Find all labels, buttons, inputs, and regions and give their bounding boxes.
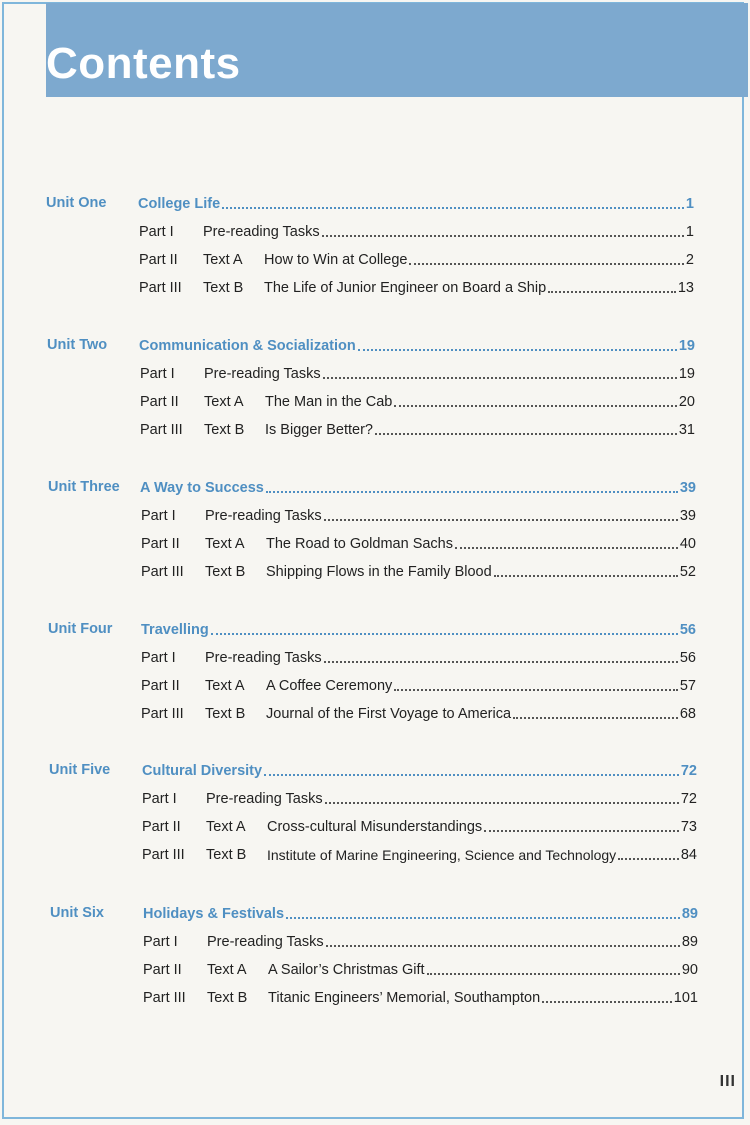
unit-heading-row[interactable] <box>46 193 694 213</box>
dot-leader <box>222 206 684 209</box>
text-label: Text B <box>205 706 246 722</box>
page-number: 52 <box>679 564 696 580</box>
unit-heading-row[interactable] <box>48 477 696 497</box>
unit-label: Unit One <box>46 195 107 211</box>
text-label: Text B <box>205 564 246 580</box>
unit-title: Holidays & Festivals <box>143 906 285 922</box>
part-label: Part I <box>142 791 177 807</box>
dot-leader <box>409 262 683 265</box>
dot-leader <box>427 972 680 975</box>
toc-entry[interactable] <box>141 561 696 581</box>
unit-six <box>0 903 750 1019</box>
unit-five <box>0 760 750 876</box>
toc-entry[interactable] <box>139 249 694 269</box>
dot-leader <box>324 518 678 521</box>
text-label: Text A <box>207 962 247 978</box>
toc-entry[interactable] <box>141 675 696 695</box>
unit-label: Unit Two <box>47 337 108 353</box>
part-label: Part III <box>141 706 184 722</box>
dot-leader <box>266 490 678 493</box>
dot-leader <box>394 688 678 691</box>
page-number: 56 <box>679 650 696 666</box>
unit-heading-row[interactable] <box>49 760 697 780</box>
entry-title: Pre-reading Tasks <box>203 224 320 240</box>
entry-title: Cross-cultural Misunderstandings <box>267 819 483 835</box>
entry-title: A Sailor’s Christmas Gift <box>268 962 425 978</box>
toc-entry[interactable] <box>141 703 696 723</box>
entry-title: Pre-reading Tasks <box>205 650 322 666</box>
entry-title: Titanic Engineers’ Memorial, Southampton <box>268 990 541 1006</box>
toc-entry[interactable] <box>140 363 695 383</box>
page-number: 31 <box>678 422 695 438</box>
page-number: 13 <box>677 280 694 296</box>
toc-entry[interactable] <box>140 391 695 411</box>
page-number: 101 <box>673 990 698 1006</box>
toc-entry[interactable] <box>143 931 698 951</box>
unit-title: Communication & Socialization <box>139 338 356 354</box>
dot-leader <box>542 1000 672 1003</box>
dot-leader <box>286 916 680 919</box>
unit-title: A Way to Success <box>140 480 264 496</box>
part-label: Part I <box>139 224 174 240</box>
page-title: Contents <box>46 39 241 88</box>
dot-leader <box>211 632 678 635</box>
unit-heading-row[interactable] <box>48 619 696 639</box>
dot-leader <box>394 404 677 407</box>
page-number: 72 <box>680 763 697 779</box>
toc-entry[interactable] <box>140 419 695 439</box>
page-number: 39 <box>679 508 696 524</box>
page-number: 73 <box>680 819 697 835</box>
text-label: Text B <box>207 990 248 1006</box>
entry-title: Pre-reading Tasks <box>206 791 323 807</box>
text-label: Text A <box>205 536 245 552</box>
unit-title: College Life <box>138 196 221 212</box>
part-label: Part III <box>143 990 186 1006</box>
page-number: 68 <box>679 706 696 722</box>
dot-leader <box>325 801 679 804</box>
entry-title: Pre-reading Tasks <box>204 366 321 382</box>
part-label: Part I <box>140 366 175 382</box>
unit-label: Unit Three <box>48 479 120 495</box>
part-label: Part III <box>142 847 185 863</box>
page-number: 72 <box>680 791 697 807</box>
page-number: 19 <box>678 338 695 354</box>
unit-heading-row[interactable] <box>47 335 695 355</box>
toc-entry[interactable] <box>143 987 698 1007</box>
part-label: Part II <box>141 678 180 694</box>
page-number: 20 <box>678 394 695 410</box>
entry-title: Shipping Flows in the Family Blood <box>266 564 492 580</box>
dot-leader <box>264 773 679 776</box>
page-number: 2 <box>685 252 694 268</box>
toc-entry[interactable] <box>143 959 698 979</box>
unit-two <box>0 335 750 451</box>
entry-title: The Man in the Cab <box>265 394 393 410</box>
entry-title: Pre-reading Tasks <box>205 508 322 524</box>
part-label: Part II <box>139 252 178 268</box>
part-label: Part III <box>139 280 182 296</box>
page-number: 57 <box>679 678 696 694</box>
dot-leader <box>513 716 678 719</box>
entry-title: Journal of the First Voyage to America <box>266 706 512 722</box>
entry-title: The Life of Junior Engineer on Board a Ship <box>264 280 547 296</box>
toc-entry[interactable] <box>142 844 697 864</box>
page-number: 1 <box>685 224 694 240</box>
unit-heading-row[interactable] <box>50 903 698 923</box>
unit-four <box>0 619 750 735</box>
toc-entry[interactable] <box>139 221 694 241</box>
entry-title: A Coffee Ceremony <box>266 678 393 694</box>
entry-title: The Road to Goldman Sachs <box>266 536 453 552</box>
text-label: Text A <box>203 252 243 268</box>
page-number: 89 <box>681 934 698 950</box>
dot-leader <box>548 290 676 293</box>
toc-entry[interactable] <box>139 277 694 297</box>
toc-entry[interactable] <box>141 647 696 667</box>
unit-title: Travelling <box>141 622 209 638</box>
entry-title: Institute of Marine Engineering, Science and Technology <box>267 847 617 863</box>
entry-title: Pre-reading Tasks <box>207 934 324 950</box>
part-label: Part III <box>140 422 183 438</box>
part-label: Part I <box>143 934 178 950</box>
dot-leader <box>322 234 684 237</box>
page-number: 84 <box>680 847 697 863</box>
toc-entry[interactable] <box>142 816 697 836</box>
page-number: 1 <box>685 196 694 212</box>
page-number-footer: III <box>719 1073 736 1090</box>
page-number: 89 <box>681 906 698 922</box>
unit-label: Unit Six <box>50 905 104 921</box>
entry-title: How to Win at College <box>264 252 408 268</box>
dot-leader <box>494 574 678 577</box>
unit-title: Cultural Diversity <box>142 763 263 779</box>
part-label: Part II <box>140 394 179 410</box>
text-label: Text B <box>204 422 245 438</box>
dot-leader <box>324 660 678 663</box>
part-label: Part II <box>143 962 182 978</box>
dot-leader <box>358 348 677 351</box>
page-number: 19 <box>678 366 695 382</box>
unit-label: Unit Four <box>48 621 113 637</box>
unit-three <box>0 477 750 593</box>
dot-leader <box>323 376 677 379</box>
text-label: Text B <box>203 280 244 296</box>
toc-entry[interactable] <box>141 533 696 553</box>
part-label: Part II <box>141 536 180 552</box>
page-number: 39 <box>679 480 696 496</box>
dot-leader <box>375 432 677 435</box>
text-label: Text A <box>205 678 245 694</box>
toc-entry[interactable] <box>141 505 696 525</box>
dot-leader <box>484 829 679 832</box>
page-number: 90 <box>681 962 698 978</box>
page-number: 56 <box>679 622 696 638</box>
text-label: Text B <box>206 847 247 863</box>
dot-leader <box>455 546 678 549</box>
unit-one <box>0 193 750 309</box>
part-label: Part III <box>141 564 184 580</box>
text-label: Text A <box>206 819 246 835</box>
part-label: Part II <box>142 819 181 835</box>
text-label: Text A <box>204 394 244 410</box>
dot-leader <box>326 944 680 947</box>
unit-label: Unit Five <box>49 762 111 778</box>
page-number: 40 <box>679 536 696 552</box>
part-label: Part I <box>141 650 176 666</box>
toc-entry[interactable] <box>142 788 697 808</box>
part-label: Part I <box>141 508 176 524</box>
dot-leader <box>618 857 679 860</box>
entry-title: Is Bigger Better? <box>265 422 373 438</box>
